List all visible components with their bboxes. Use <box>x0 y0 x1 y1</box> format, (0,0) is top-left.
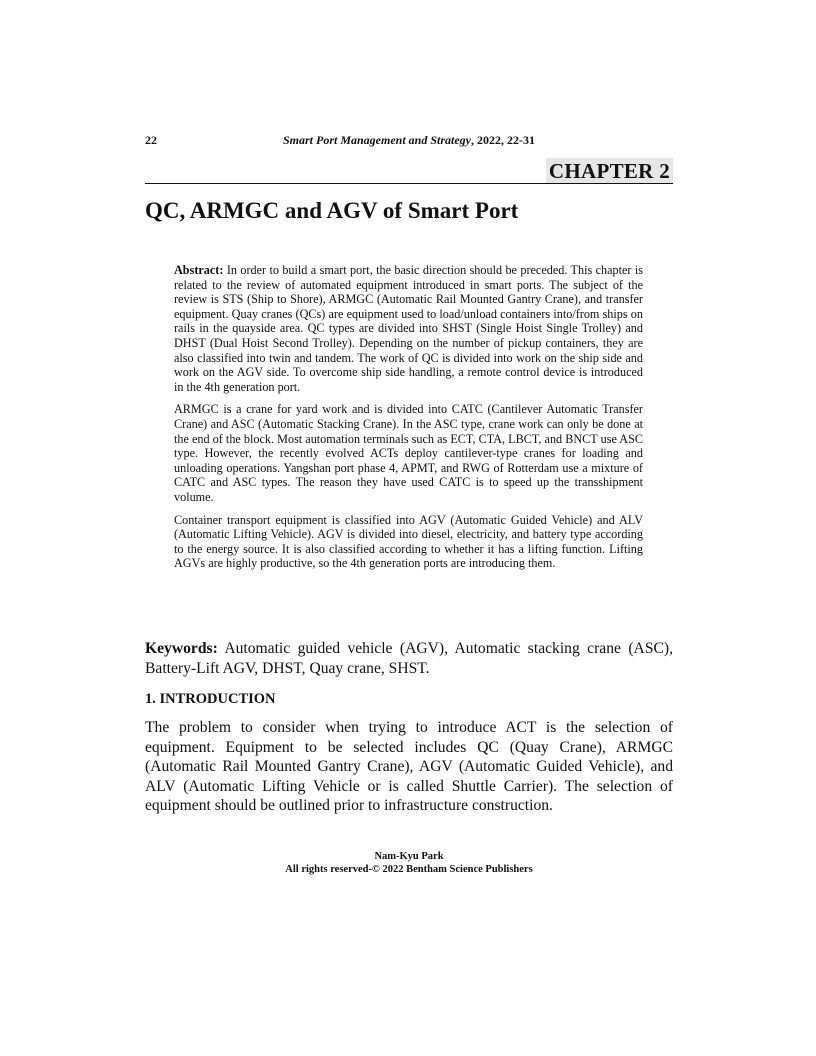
footer-copyright: All rights reserved-© 2022 Bentham Science Publishers <box>285 864 533 875</box>
keywords <box>145 639 673 679</box>
abstract <box>174 263 643 579</box>
keywords-label: Keywords: <box>145 640 218 657</box>
journal-title: Smart Port Management and Strategy <box>282 133 472 147</box>
journal-citation <box>145 133 673 148</box>
chapter-divider <box>145 183 673 184</box>
chapter-title: QC, ARMGC and AGV of Smart Port <box>145 198 519 223</box>
abstract-paragraph-1-text: In order to build a smart port, the basic direction should be preceded. This chapter is related to the review of automated equipment introduced in smart ports. The subject of the review is STS (Ship to Shore), ARMGC (Automatic Rail Mounted Gantry Crane), and transfer equipment. Quay cranes (QCs) are equipment used to load/unload containers into/from ships on rails in the quayside area. QC types are divided into SHST (Single Hoist Single Trolley) and DHST (Dual Hoist Second Trolley). Depending on the number of pickup containers, they are also classified into twin and tandem. The work of QC is divided into work on the ship side and work on the AGV side. To overcome ship side handling, a remote control device is introduced in the 4th generation port. <box>174 263 643 394</box>
abstract-paragraph-3: Container transport equipment is classified into AGV (Automatic Guided Vehicle) and ALV (Automatic Lifting Vehicle). AGV is divided into diesel, electricity, and battery type according to the energy source. It is also classified according to whether it has a lifting function. Lifting AGVs are highly productive, so the 4th generation ports are introducing them. <box>174 512 643 571</box>
page-footer <box>145 850 673 876</box>
page-number: 22 <box>145 133 157 147</box>
chapter-label: CHAPTER 2 <box>546 158 673 184</box>
journal-citation-details: , 2022, 22-31 <box>471 133 536 147</box>
abstract-paragraph-2: ARMGC is a crane for yard work and is divided into CATC (Cantilever Automatic Transfer Crane) and ASC (Automatic Stacking Crane). In the ASC type, crane work can only be done at the end of the block. Most automation terminals such as ECT, CTA, LBCT, and BNCT use ASC type. However, the recently evolved ACTs deploy cantilever-type cranes for loading and unloading operations. Yangshan port phase 4, APMT, and RWG of Rotterdam use a mixture of CATC and ASC types. The reason they have used CATC is to speed up the transshipment volume. <box>174 402 643 504</box>
footer-author: Nam-Kyu Park <box>374 851 444 862</box>
keywords-text: Automatic guided vehicle (AGV), Automatic stacking crane (ASC), Battery-Lift AGV, DHST, Quay crane, SHST. <box>145 640 673 677</box>
running-header <box>145 133 673 149</box>
introduction-paragraph: The problem to consider when trying to introduce ACT is the selection of equipment. Equipment to be selected includes QC (Quay Crane), ARMGC (Automatic Rail Mounted Gantry Crane), AGV (Automatic Guided Vehicle), and ALV (Automatic Lifting Vehicle or is called Shuttle Carrier). The selection of equipment should be outlined prior to infrastructure construction. <box>145 719 673 814</box>
section-heading-introduction: 1. INTRODUCTION <box>145 691 276 707</box>
abstract-label: Abstract: <box>174 263 224 277</box>
abstract-paragraph-1 <box>174 263 643 394</box>
